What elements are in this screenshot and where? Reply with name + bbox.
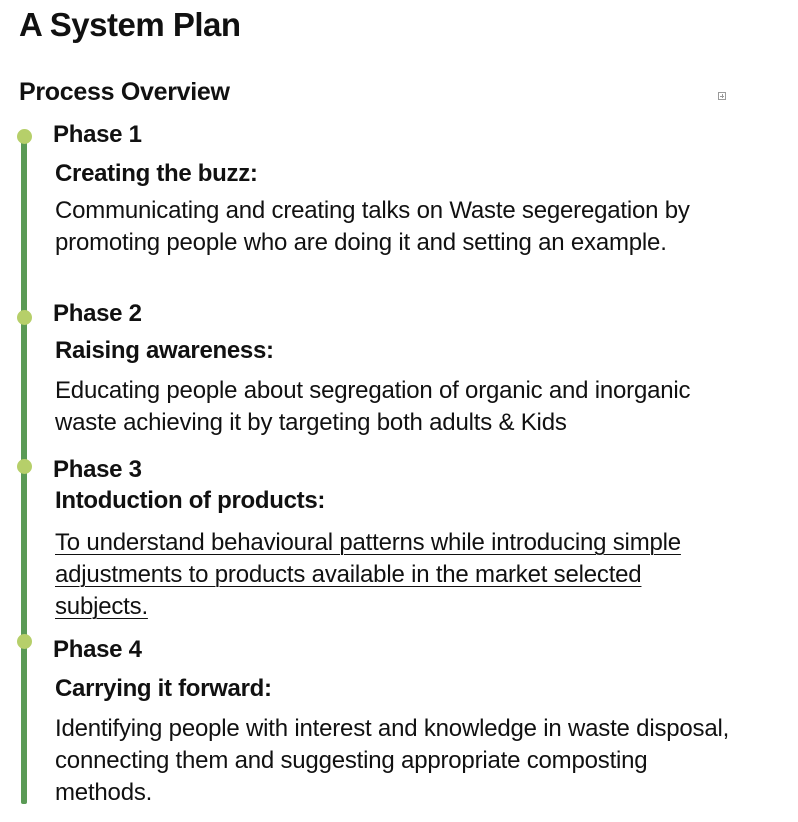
phase-label: Phase 2 bbox=[53, 300, 142, 327]
phase-heading: Creating the buzz: bbox=[55, 160, 258, 187]
phase-3 bbox=[53, 456, 753, 623]
timeline-dot bbox=[17, 634, 32, 649]
phase-description: To understand behavioural patterns while introducing simple adjustments to products available in the market selected subjects. bbox=[55, 529, 681, 620]
timeline-dot bbox=[17, 459, 32, 474]
section-title: Process Overview bbox=[19, 78, 230, 106]
phase-label: Phase 3 bbox=[53, 456, 142, 483]
phase-description: Identifying people with interest and knowledge in waste disposal, connecting them and suggesting appropriate composting methods. bbox=[55, 715, 730, 806]
phase-label: Phase 4 bbox=[53, 636, 142, 663]
phase-1 bbox=[53, 121, 753, 259]
phase-2 bbox=[53, 300, 753, 439]
timeline-dot bbox=[17, 129, 32, 144]
phase-heading: Intoduction of products: bbox=[55, 487, 326, 514]
phase-description: Educating people about segregation of organic and inorganic waste achieving it by targeting both adults & Kids bbox=[55, 377, 691, 436]
phase-4 bbox=[53, 636, 753, 809]
phase-label: Phase 1 bbox=[53, 121, 142, 148]
phase-heading: Carrying it forward: bbox=[55, 675, 272, 702]
expand-icon[interactable] bbox=[718, 92, 726, 100]
phase-description: Communicating and creating talks on Waste segeregation by promoting people who are doing it and setting an example. bbox=[55, 197, 690, 256]
phase-heading: Raising awareness: bbox=[55, 337, 274, 364]
timeline-dot bbox=[17, 310, 32, 325]
page-title: A System Plan bbox=[19, 6, 241, 43]
